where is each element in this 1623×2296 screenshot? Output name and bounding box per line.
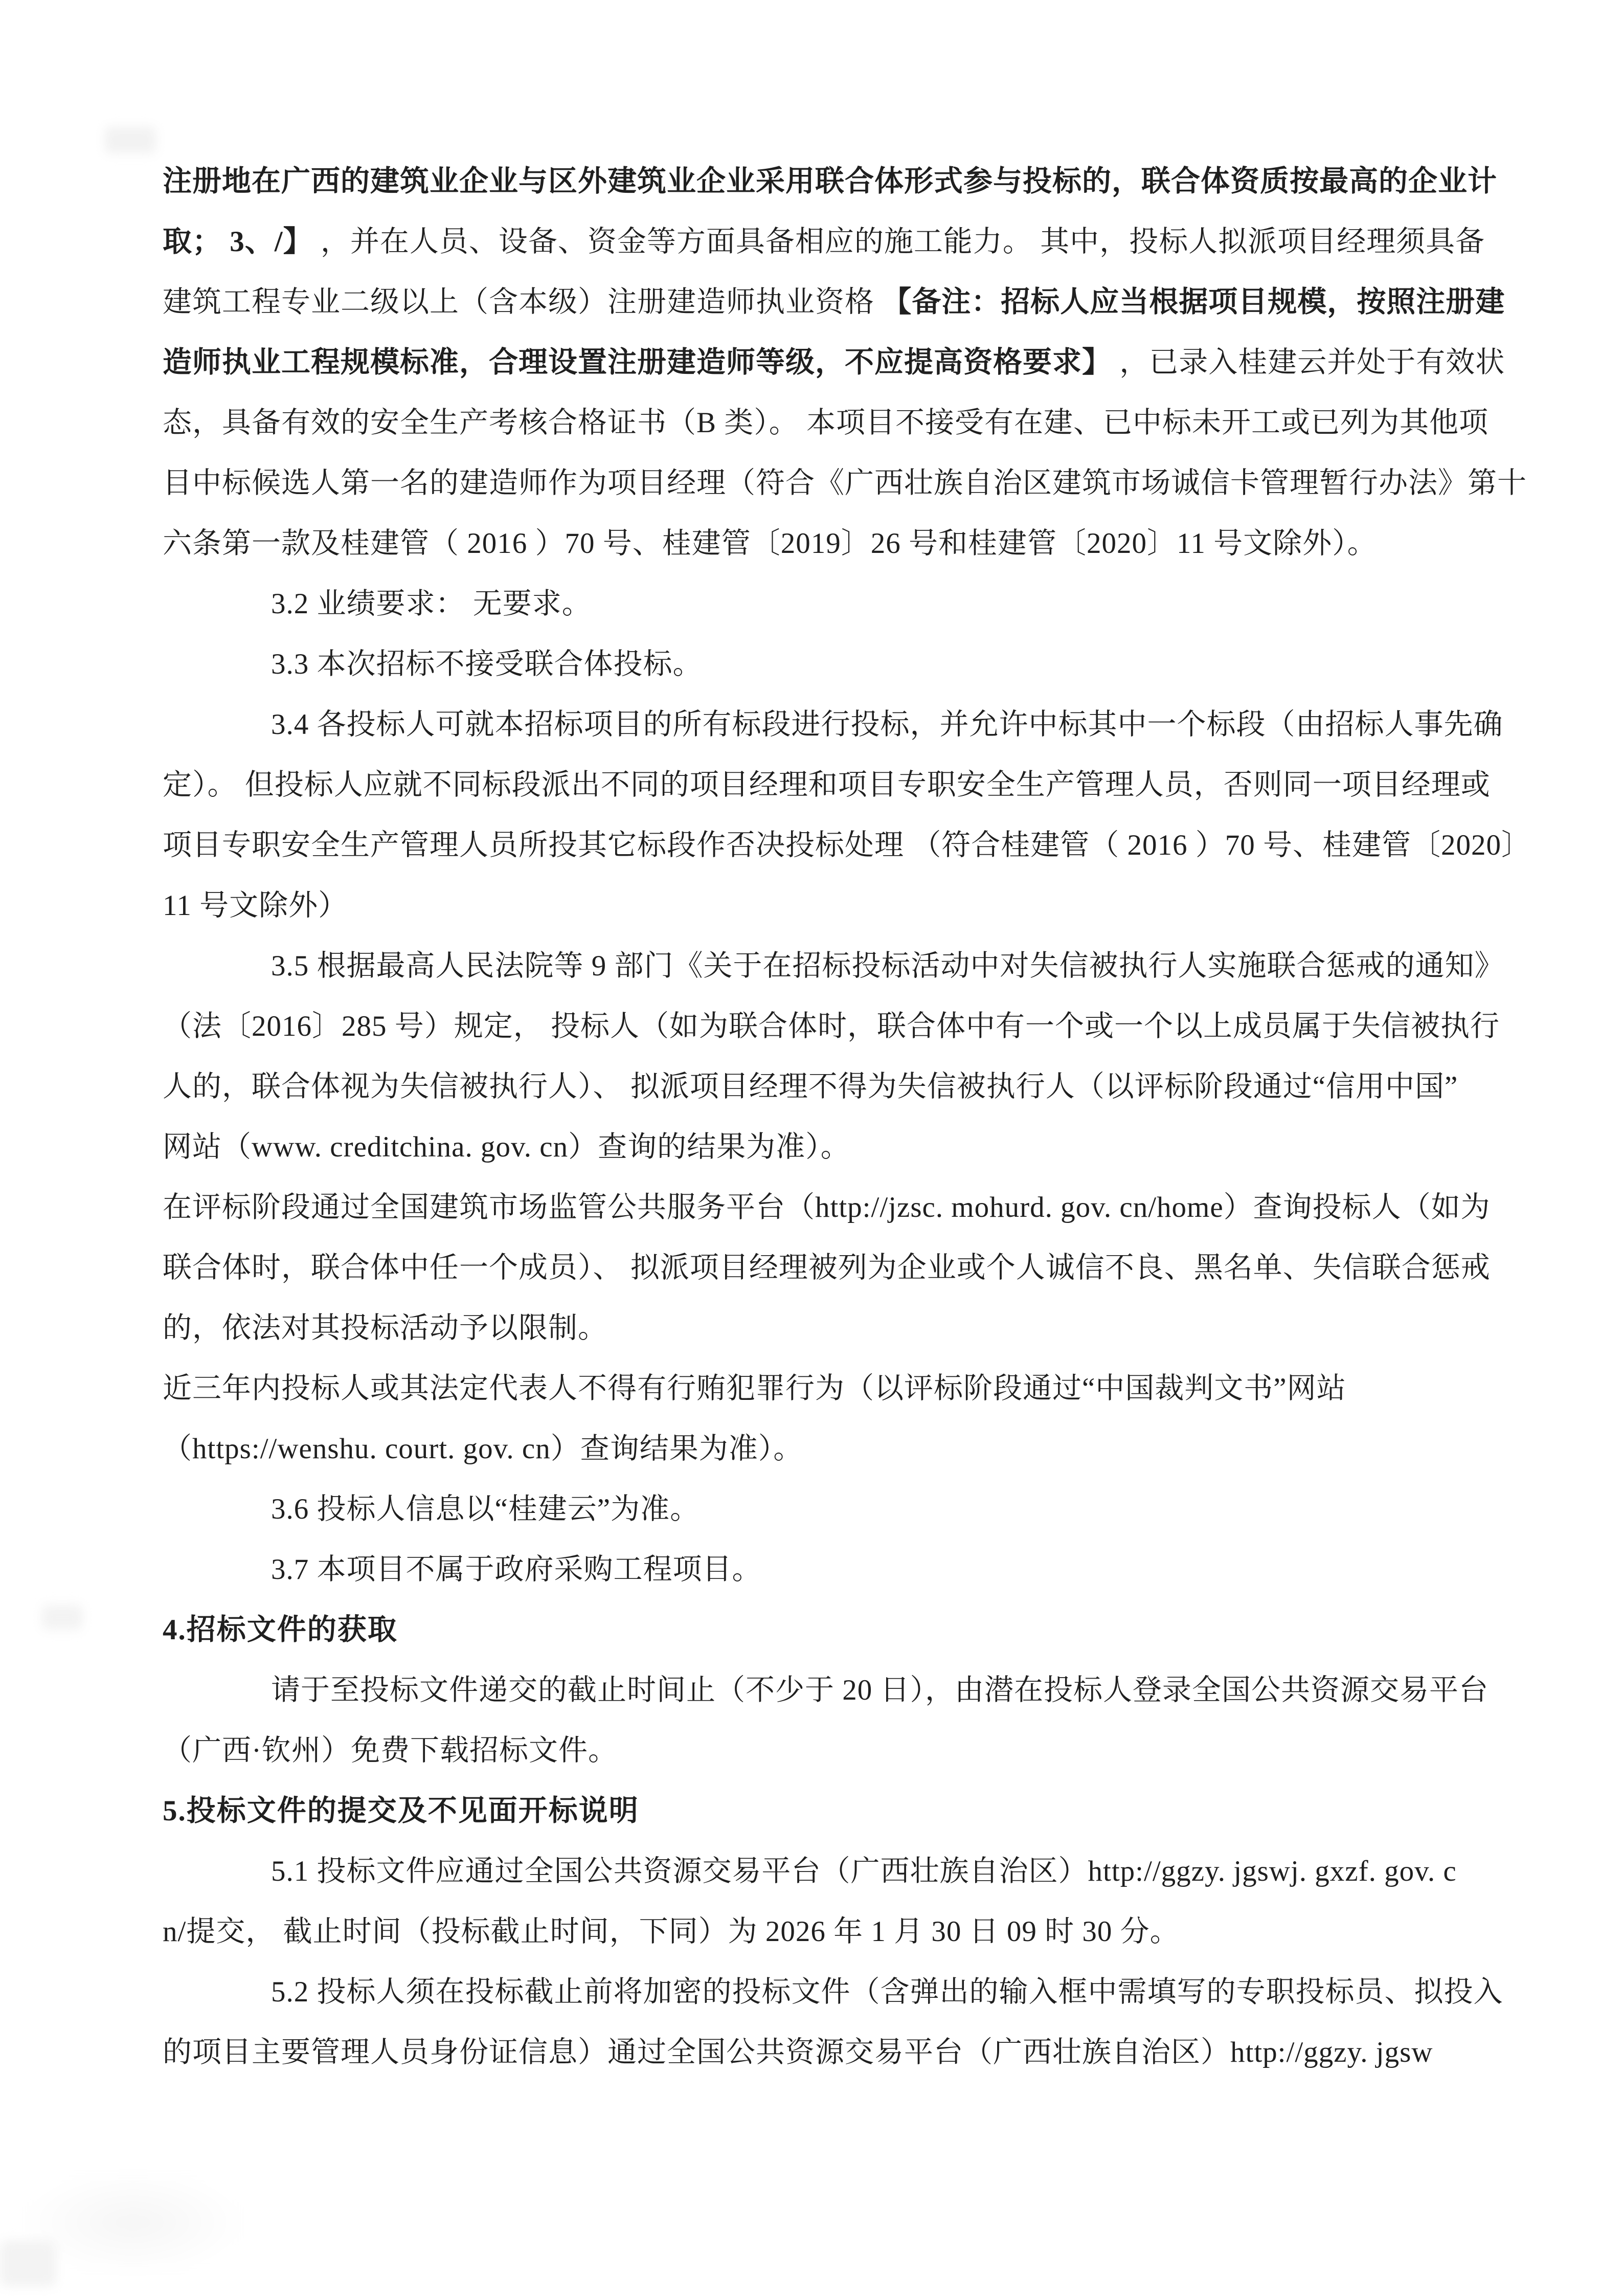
para-bribery-line-2 [163,1419,1472,1479]
body-text: 3.2 业绩要求： 无要求。 [271,588,592,620]
clause-3-5-line-3 [163,1057,1472,1117]
body-text: 3.7 本项目不属于政府采购工程项目。 [271,1553,762,1586]
body-text: 11 号文除外） [163,889,348,922]
clause-4-body-line-2 [163,1721,1472,1781]
para-qualification-line-7 [163,514,1472,574]
bold-text: 取； 3、/】 [163,226,321,258]
bold-text: 注册地在广西的建筑业企业与区外建筑业企业采用联合体形式参与投标的，联合体资质按最高的企业计 [163,165,1497,197]
clause-3-5-line-4 [163,1117,1472,1177]
clause-5-1-line-1 [163,1841,1472,1902]
body-text: 5.2 投标人须在投标截止前将加密的投标文件（含弹出的输入框中需填写的专职投标员、拟投入 [271,1976,1503,2008]
body-text: 建筑工程专业二级以上（含本级）注册建造师执业资格 [163,286,883,318]
para-jzsc-line-1 [163,1177,1491,1238]
scan-artifact [105,127,156,153]
clause-3-7 [163,1540,1472,1600]
heading-text: 5.投标文件的提交及不见面开标说明 [163,1795,639,1827]
para-jzsc-line-2 [163,1238,1491,1298]
scan-artifact [20,2169,245,2276]
body-text: 的，依法对其投标活动予以限制。 [163,1312,607,1344]
para-qualification-line-2 [163,212,1485,272]
para-qualification-line-6 [163,453,1527,514]
wenshu-url-text: （https://wenshu. court. gov. cn）查询结果为准）。 [163,1433,803,1465]
para-qualification-line-3 [163,272,1505,332]
body-text: 人的，联合体视为失信被执行人）、 拟派项目经理不得为失信被执行人（以评标阶段通过“信用中国” [163,1071,1458,1103]
clause-5-2-line-2 [163,2022,1472,2083]
para-jzsc-line-3 [163,1298,1472,1358]
para-qualification-line-5 [163,393,1489,453]
body-text: ，并在人员、设备、资金等方面具备相应的施工能力。 其中，投标人拟派项目经理须具备 [320,226,1485,258]
section-5-heading [163,1781,1472,1841]
body-text: 近三年内投标人或其法定代表人不得有行贿犯罪行为（以评标阶段通过“中国裁判文书”网站 [163,1372,1346,1405]
body-text: 项目专职安全生产管理人员所投其它标段作否决投标处理 （符合桂建管（ 2016 ）70 号、桂建管〔2020〕 [163,829,1531,861]
body-text: 请于至投标文件递交的截止时间止（不少于 20 日），由潜在投标人登录全国公共资源交易平台 [271,1674,1489,1706]
body-text: n/提交， 截止时间（投标截止时间，下同）为 2026 年 1 月 30 日 09 时 30 分。 [163,1915,1180,1948]
clause-3-4-line-1 [163,695,1503,755]
ggzy-url-text: 的项目主要管理人员身份证信息）通过全国公共资源交易平台（广西壮族自治区）http://ggzy. jgsw [163,2036,1433,2068]
clause-5-1-line-2 [163,1902,1472,1962]
bold-remark-text: 造师执业工程规模标准，合理设置注册建造师等级，不应提高资格要求】 [163,346,1112,378]
body-text: 3.4 各投标人可就本招标项目的所有标段进行投标，并允许中标其中一个标段（由招标人事先确 [271,708,1503,741]
para-bribery-line-1 [163,1358,1472,1419]
clause-5-2-line-1 [163,1962,1503,2022]
clause-3-4-line-2 [163,755,1491,815]
body-text: （广西·钦州）免费下载招标文件。 [163,1734,618,1767]
body-text: 六条第一款及桂建管（ 2016 ）70 号、桂建管〔2019〕26 号和桂建管〔2020〕11 号文除外）。 [163,527,1377,560]
scan-artifact [42,1605,83,1630]
section-4-heading [163,1600,1472,1660]
body-text: 目中标候选人第一名的建造师作为项目经理（符合《广西壮族自治区建筑市场诚信卡管理暂行办法》第十 [163,467,1527,499]
clause-3-3 [163,634,1472,695]
para-qualification-line-1 [163,151,1497,212]
creditchina-url-text: 网站（www. creditchina. gov. cn）查询的结果为准）。 [163,1131,850,1163]
body-text: ，已录入桂建云并处于有效状 [1112,346,1505,378]
ggzy-url-text: 5.1 投标文件应通过全国公共资源交易平台（广西壮族自治区）http://ggzy. jgswj. gxzf. gov. c [271,1855,1457,1887]
clause-4-body-line-1 [163,1660,1489,1721]
clause-3-4-line-3 [163,815,1531,876]
clause-3-4-line-4 [163,876,1472,936]
heading-text: 4.招标文件的获取 [163,1614,398,1646]
jzsc-url-text: 在评标阶段通过全国建筑市场监管公共服务平台（http://jzsc. mohurd. gov. cn/home）查询投标人（如为 [163,1191,1491,1223]
para-qualification-line-4 [163,332,1505,393]
document-text-block [163,151,1531,2083]
body-text: 态，具备有效的安全生产考核合格证书（B 类）。 本项目不接受有在建、已中标未开工或已列为其他项 [163,407,1489,439]
clause-3-2 [163,574,1472,634]
clause-3-5-line-1 [163,936,1504,996]
clause-3-5-line-2 [163,996,1500,1057]
body-text: 联合体时，联合体中任一个成员）、 拟派项目经理被列为企业或个人诚信不良、黑名单、失信联合惩戒 [163,1252,1491,1284]
clause-3-6 [163,1479,1472,1540]
body-text: 3.6 投标人信息以“桂建云”为准。 [271,1493,700,1525]
body-text: 3.3 本次招标不接受联合体投标。 [271,648,703,680]
scan-artifact [0,2240,56,2286]
body-text: 3.5 根据最高人民法院等 9 部门《关于在招标投标活动中对失信被执行人实施联合惩戒的通知》 [271,950,1504,982]
body-text: 定）。 但投标人应就不同标段派出不同的项目经理和项目专职安全生产管理人员，否则同一项目经理或 [163,769,1491,801]
bold-remark-text: 【备注：招标人应当根据项目规模，按照注册建 [882,286,1505,318]
body-text: （法〔2016〕285 号）规定， 投标人（如为联合体时，联合体中有一个或一个以上成员属于失信被执行 [163,1010,1500,1042]
